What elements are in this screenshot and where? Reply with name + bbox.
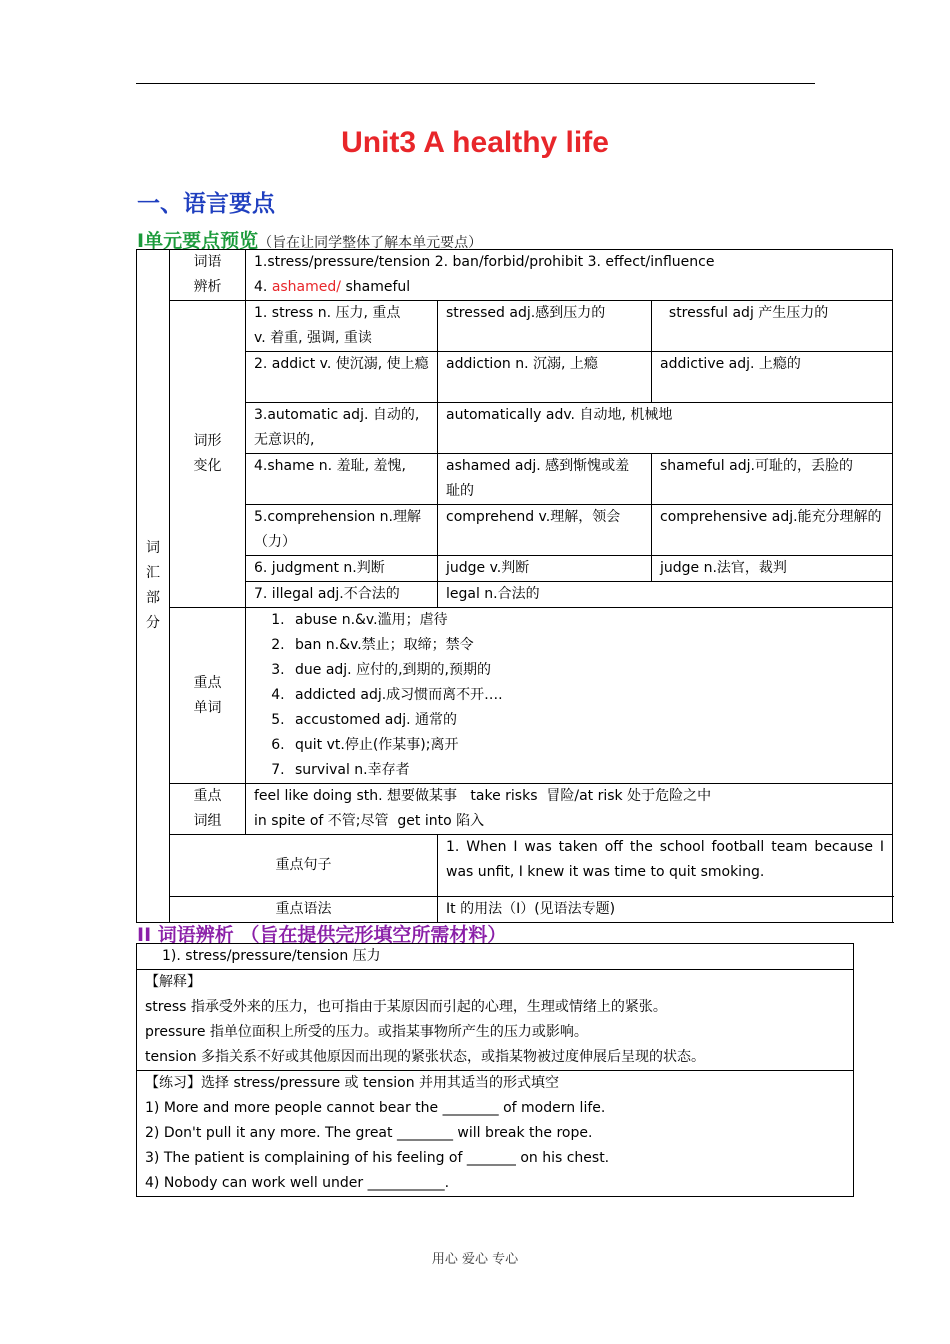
list-item: 5. accustomed adj. 通常的: [289, 708, 884, 733]
explanation-cell: [137, 970, 854, 1071]
word-form-cell: stressed adj.感到压力的: [438, 301, 652, 352]
word-form-cell: 7. illegal adj.不合法的: [246, 582, 438, 608]
key-sentences-content: 1. When I was taken off the school football team because I was unfit, I knew it was time to quit smoking.: [438, 835, 893, 897]
list-item: 7. survival n.幸存者: [289, 758, 884, 783]
vocab-section-label: 词 汇 部 分: [137, 250, 170, 923]
word-form-cell: shameful adj.可耻的，丢脸的: [652, 454, 893, 505]
explanation-line: tension 多指关系不好或其他原因而出现的紧张状态，或指某物被过度伸展后呈现的状态。: [145, 1049, 706, 1065]
section-heading-language-points: 一、语言要点: [137, 191, 275, 217]
word-form-cell: comprehensive adj.能充分理解的: [652, 505, 893, 556]
unit-points-table: [136, 249, 893, 923]
unit-preview-title: Ⅰ单元要点预览: [137, 230, 259, 252]
list-item: 3. due adj. 应付的,到期的,预期的: [289, 658, 884, 683]
practice-item: 4) Nobody can work well under ___________.: [145, 1175, 450, 1191]
word-form-cell: 1. stress n. 压力, 重点 v. 着重, 强调, 重读: [246, 301, 438, 352]
word-form-cell: addictive adj. 上瘾的: [652, 352, 893, 403]
practice-item: 1) More and more people cannot bear the ________ of modern life.: [145, 1100, 606, 1116]
list-item: 1. abuse n.&v.滥用；虐待: [289, 608, 884, 633]
word-form-cell: ashamed adj. 感到惭愧或羞耻的: [438, 454, 652, 505]
key-grammar-label: 重点语法: [170, 897, 438, 923]
key-grammar-content: It 的用法（I）(见语法专题): [438, 897, 893, 923]
key-words-label: 重点 单词: [170, 608, 246, 784]
key-words-list-cell: [246, 608, 893, 784]
word-form-cell: comprehend v.理解，领会: [438, 505, 652, 556]
word-distinction-table: [136, 943, 854, 1197]
key-phrases-content: feel like doing sth. 想要做某事 take risks 冒险/at risk 处于危险之中 in spite of 不管;尽管 get into 陷入: [246, 784, 893, 835]
explanation-label: 【解释】: [145, 974, 201, 990]
word-form-cell: automatically adv. 自动地, 机械地: [438, 403, 893, 454]
section-heading-word-distinction: II 词语辨析 （旨在提供完形填空所需材料）: [137, 924, 507, 946]
word-form-cell: 5.comprehension n.理解（力）: [246, 505, 438, 556]
practice-item: 3) The patient is complaining of his feeling of _______ on his chest.: [145, 1150, 610, 1166]
header-rule: [136, 83, 815, 84]
word-form-cell: 2. addict v. 使沉溺, 使上瘾: [246, 352, 438, 403]
practice-item: 2) Don't pull it any more. The great ________ will break the rope.: [145, 1125, 593, 1141]
word-form-cell: judge v.判断: [438, 556, 652, 582]
list-item: 4. addicted adj.成习惯而离不开….: [289, 683, 884, 708]
page-title: Unit3 A healthy life: [341, 126, 609, 159]
key-words-list: [254, 608, 884, 783]
word-form-cell: stressful adj 产生压力的: [652, 301, 893, 352]
key-phrases-label: 重点 词组: [170, 784, 246, 835]
word-form-cell: addiction n. 沉溺, 上瘾: [438, 352, 652, 403]
list-item: 2. ban n.&v.禁止；取缔；禁令: [289, 633, 884, 658]
word-form-cell: 3.automatic adj. 自动的, 无意识的,: [246, 403, 438, 454]
key-sentences-label: 重点句子: [170, 835, 438, 897]
word-form-cell: 4.shame n. 羞耻, 羞愧,: [246, 454, 438, 505]
distinction-heading: 1). stress/pressure/tension 压力: [137, 944, 854, 970]
word-form-cell: legal n.合法的: [438, 582, 893, 608]
explanation-line: pressure 指单位面积上所受的压力。或指某事物所产生的压力或影响。: [145, 1024, 588, 1040]
word-distinction-label: 词语 辨析: [170, 250, 246, 301]
list-item: 6. quit vt.停止(作某事);离开: [289, 733, 884, 758]
word-distinction-content: 1.stress/pressure/tension 2. ban/forbid/prohibit 3. effect/influence 4. ashamed/ shameful: [246, 250, 893, 301]
explanation-line: stress 指承受外来的压力，也可指由于某原因而引起的心理，生理或情绪上的紧张。: [145, 999, 667, 1015]
word-form-cell: judge n.法官，裁判: [652, 556, 893, 582]
unit-preview-note: （旨在让同学整体了解本单元要点）: [258, 235, 483, 251]
word-form-label: 词形 变化: [170, 301, 246, 608]
page-footer: 用心 爱心 专心: [431, 1252, 519, 1267]
practice-cell: [137, 1071, 854, 1197]
practice-label: 【练习】选择 stress/pressure 或 tension 并用其适当的形式填空: [145, 1075, 560, 1091]
word-form-cell: 6. judgment n.判断: [246, 556, 438, 582]
